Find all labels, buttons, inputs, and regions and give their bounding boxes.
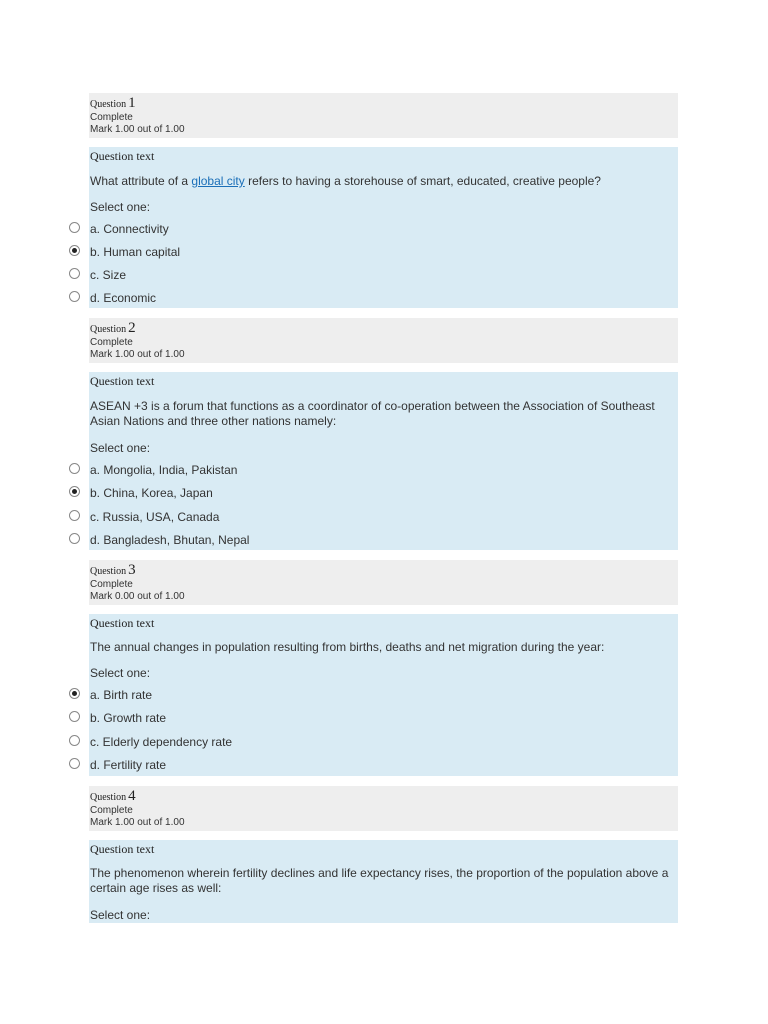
answer-label[interactable]: a. Connectivity [90, 222, 169, 236]
answer-option[interactable] [0, 758, 768, 778]
answer-label[interactable]: d. Fertility rate [90, 758, 167, 772]
select-one-label: Select one: [90, 200, 151, 214]
answer-label[interactable]: d. Economic [90, 291, 157, 305]
question-state: Complete [90, 805, 133, 816]
answer-label[interactable]: c. Russia, USA, Canada [90, 510, 220, 524]
question-text: The annual changes in population resulting from births, deaths and net migration during the year: [90, 640, 605, 654]
question-number: 2 [128, 320, 136, 336]
question-text: ASEAN +3 is a forum that functions as a coordinator of co-operation between the Association of Southeast Asian Nations and three other nations namely: [90, 399, 655, 428]
radio-button[interactable] [69, 533, 80, 544]
question-number: 4 [128, 788, 136, 804]
question-text-heading: Question text [90, 842, 155, 856]
radio-button[interactable] [69, 510, 80, 521]
radio-button-selected[interactable] [69, 688, 80, 699]
question-info [89, 560, 678, 605]
question-label: Question [90, 566, 127, 577]
answer-label[interactable]: a. Birth rate [90, 688, 153, 702]
answer-option[interactable] [0, 688, 768, 708]
question-number: 3 [128, 562, 136, 578]
question-grade: Mark 1.00 out of 1.00 [90, 124, 185, 135]
answer-option[interactable] [0, 510, 768, 530]
question-number-line [90, 788, 136, 805]
global-city-link[interactable]: global city [191, 174, 245, 188]
radio-button[interactable] [69, 222, 80, 233]
answer-label[interactable]: c. Size [90, 268, 127, 282]
answer-label[interactable]: b. Growth rate [90, 711, 167, 725]
select-one-label: Select one: [90, 666, 151, 680]
answer-option[interactable] [0, 486, 768, 506]
radio-button[interactable] [69, 291, 80, 302]
radio-button[interactable] [69, 711, 80, 722]
question-text-heading: Question text [90, 149, 155, 163]
radio-button[interactable] [69, 463, 80, 474]
question-number-line [90, 562, 136, 579]
question-info [89, 318, 678, 363]
answer-option[interactable] [0, 291, 768, 311]
answer-option[interactable] [0, 463, 768, 483]
question-text [90, 174, 678, 189]
answer-option[interactable] [0, 245, 768, 265]
radio-button-selected[interactable] [69, 245, 80, 256]
radio-button[interactable] [69, 268, 80, 279]
question-number-line [90, 95, 136, 112]
question-info [89, 93, 678, 138]
question-text-before: What attribute of a [90, 174, 192, 188]
radio-button[interactable] [69, 758, 80, 769]
select-one-label: Select one: [90, 441, 151, 455]
answer-label[interactable]: c. Elderly dependency rate [90, 735, 233, 749]
answer-option[interactable] [0, 222, 768, 242]
answer-label[interactable]: d. Bangladesh, Bhutan, Nepal [90, 533, 250, 547]
radio-button[interactable] [69, 735, 80, 746]
answer-option[interactable] [0, 711, 768, 731]
select-one-label: Select one: [90, 908, 151, 922]
question-content [89, 840, 678, 923]
answer-label[interactable]: b. China, Korea, Japan [90, 486, 213, 500]
question-grade: Mark 1.00 out of 1.00 [90, 349, 185, 360]
question-state: Complete [90, 337, 133, 348]
question-state: Complete [90, 579, 133, 590]
question-text-after: refers to having a storehouse of smart, educated, creative people? [244, 174, 601, 188]
question-label: Question [90, 324, 127, 335]
question-grade: Mark 0.00 out of 1.00 [90, 591, 185, 602]
question-text-heading: Question text [90, 616, 155, 630]
question-number: 1 [128, 95, 136, 111]
question-label: Question [90, 792, 127, 803]
question-state: Complete [90, 112, 133, 123]
answer-option[interactable] [0, 268, 768, 288]
question-grade: Mark 1.00 out of 1.00 [90, 817, 185, 828]
radio-button-selected[interactable] [69, 486, 80, 497]
answer-label[interactable]: a. Mongolia, India, Pakistan [90, 463, 238, 477]
question-label: Question [90, 99, 127, 110]
question-text-heading: Question text [90, 374, 155, 388]
answer-option[interactable] [0, 533, 768, 553]
question-info [89, 786, 678, 831]
answer-label[interactable]: b. Human capital [90, 245, 181, 259]
question-text: The phenomenon wherein fertility declines and life expectancy rises, the proportion of the population above a certain age rises as well: [90, 866, 669, 895]
answer-option[interactable] [0, 735, 768, 755]
question-number-line [90, 320, 136, 337]
